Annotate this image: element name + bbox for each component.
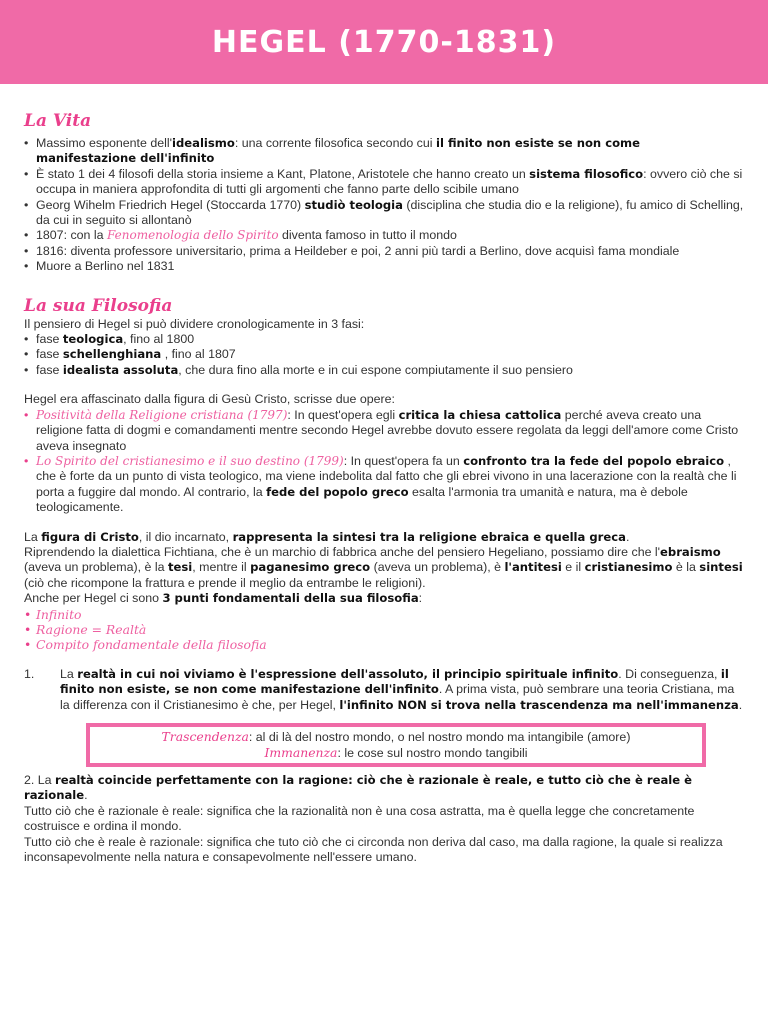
fasi-list [24,332,744,378]
vita-list [24,136,744,275]
list-item: • Georg Wihelm Friedrich Hegel (Stoccarda 1770) studiò teologia (disciplina che studia dio e la religione), fu amico di Schelling, da cui in seguito si allontanò [24,198,744,229]
title-banner [0,0,768,84]
list-item: • 1807: con la Fenomenologia dello Spirito diventa famoso in tutto il mondo [24,228,744,243]
list-item: • fase idealista assoluta, che dura fino alla morte e in cui espone compiutamente il suo pensiero [24,363,744,378]
punto-1: 1. La realtà in cui noi viviamo è l'espressione dell'assoluto, il principio spirituale infinito. Di conseguenza, il finito non esiste, se non come manifestazione dell'infinito. A prima vista, può sembrare una teoria Cristiana, ma la differenza con il Cristianesimo è che, per Hegel, l'infinito NON si trova nella trascendenza ma nell'immanenza. [24,666,743,712]
razionale-paragraph: Tutto ciò che è razionale è reale: significa che la razionalità non è una cosa astratta, ma è quella legge che concretamente costruisce e ordina il mondo. [24,803,695,834]
reale-paragraph: Tutto ciò che è reale è razionale: significa che tuto ciò che ci circonda non deriva dal caso, ma dalla ragione, la quale si realizza inconsapevolmente nella natura e consapevolmente nell'essere umano. [24,834,723,865]
definizioni-box [86,723,706,767]
list-item: • fase schellenghiana , fino al 1807 [24,347,744,362]
list-item: • Positività della Religione cristiana (1797): In quest'opera egli critica la chiesa cattolica perché aveva creato una religione fatta di dogmi e comandamenti mentre secondo Hegel avrebbe dovuto essere regolata da leggi dell'amore come Cristo aveva insegnato [24,408,744,454]
opere-list [24,408,744,516]
list-item: • Lo Spirito del cristianesimo e il suo destino (1799): In quest'opera fa un confronto tra la fede del popolo ebraico , che è forte da un punto di vista teologico, ma viene indebolita dal fatto che gli ebrei vivono in una lacerazione con la realtà che li porta a fuggire dal mondo. Al contrario, la fede del popolo greco esalta l'armonia tra umanità e natura, ma è debole teologicamente. [24,454,744,516]
cristo-intro: Hegel era affascinato dalla figura di Gesù Cristo, scrisse due opere: [24,392,395,407]
immanenza-line: Immanenza: le cose sul nostro mondo tangibili [264,745,528,760]
fasi-intro: Il pensiero di Hegel si può dividere cronologicamente in 3 fasi: [24,316,365,331]
list-item: • Massimo esponente dell'idealismo: una corrente filosofica secondo cui il finito non esiste se non come manifestazione dell'infinito [24,136,744,167]
heading-vita: La Vita [24,111,92,131]
page-title: HEGEL (1770-1831) [211,24,557,60]
document-body [24,110,744,865]
list-item: • È stato 1 dei 4 filosofi della storia insieme a Kant, Platone, Aristotele che hanno creato un sistema filosofico: ovvero ciò che si occupa in maniera approfondita di tutti gli argomenti che fanno parte dello scibile umano [24,167,744,198]
dialettica-paragraph: Riprendendo la dialettica Fichtiana, che è un marchio di fabbrica anche del pensiero Hegeliano, possiamo dire che l'ebraismo (aveva un problema), è la tesi, mentre il paganesimo greco (aveva un problema), è l'antitesi e il cristianesimo è la sintesi (ciò che ricompone la frattura e prende il meglio da entrambe le religioni). [24,544,743,590]
list-item: • fase teologica, fino al 1800 [24,332,744,347]
punti-list [24,607,744,653]
list-item: • Ragione = Realtà [24,622,744,637]
punto-2: 2. La realtà coincide perfettamente con la ragione: ciò che è razionale è reale, e tutto ciò che è reale è razionale. [24,773,692,803]
list-item: • Muore a Berlino nel 1831 [24,259,744,274]
list-item: • Infinito [24,607,744,622]
list-item: • 1816: diventa professore universitario, prima a Heildeber e poi, 2 anni più tardi a Berlino, dove acquisì fama mondiale [24,244,744,259]
sintesi-paragraph: La figura di Cristo, il dio incarnato, rappresenta la sintesi tra la religione ebraica e quella greca. [24,529,630,544]
heading-filosofia: La sua Filosofia [24,295,173,316]
list-item: • Compito fondamentale della filosofia [24,637,744,652]
punti-intro: Anche per Hegel ci sono 3 punti fondamentali della sua filosofia: [24,591,423,606]
trascendenza-line: Trascendenza: al di là del nostro mondo, o nel nostro mondo ma intangibile (amore) [161,729,631,744]
